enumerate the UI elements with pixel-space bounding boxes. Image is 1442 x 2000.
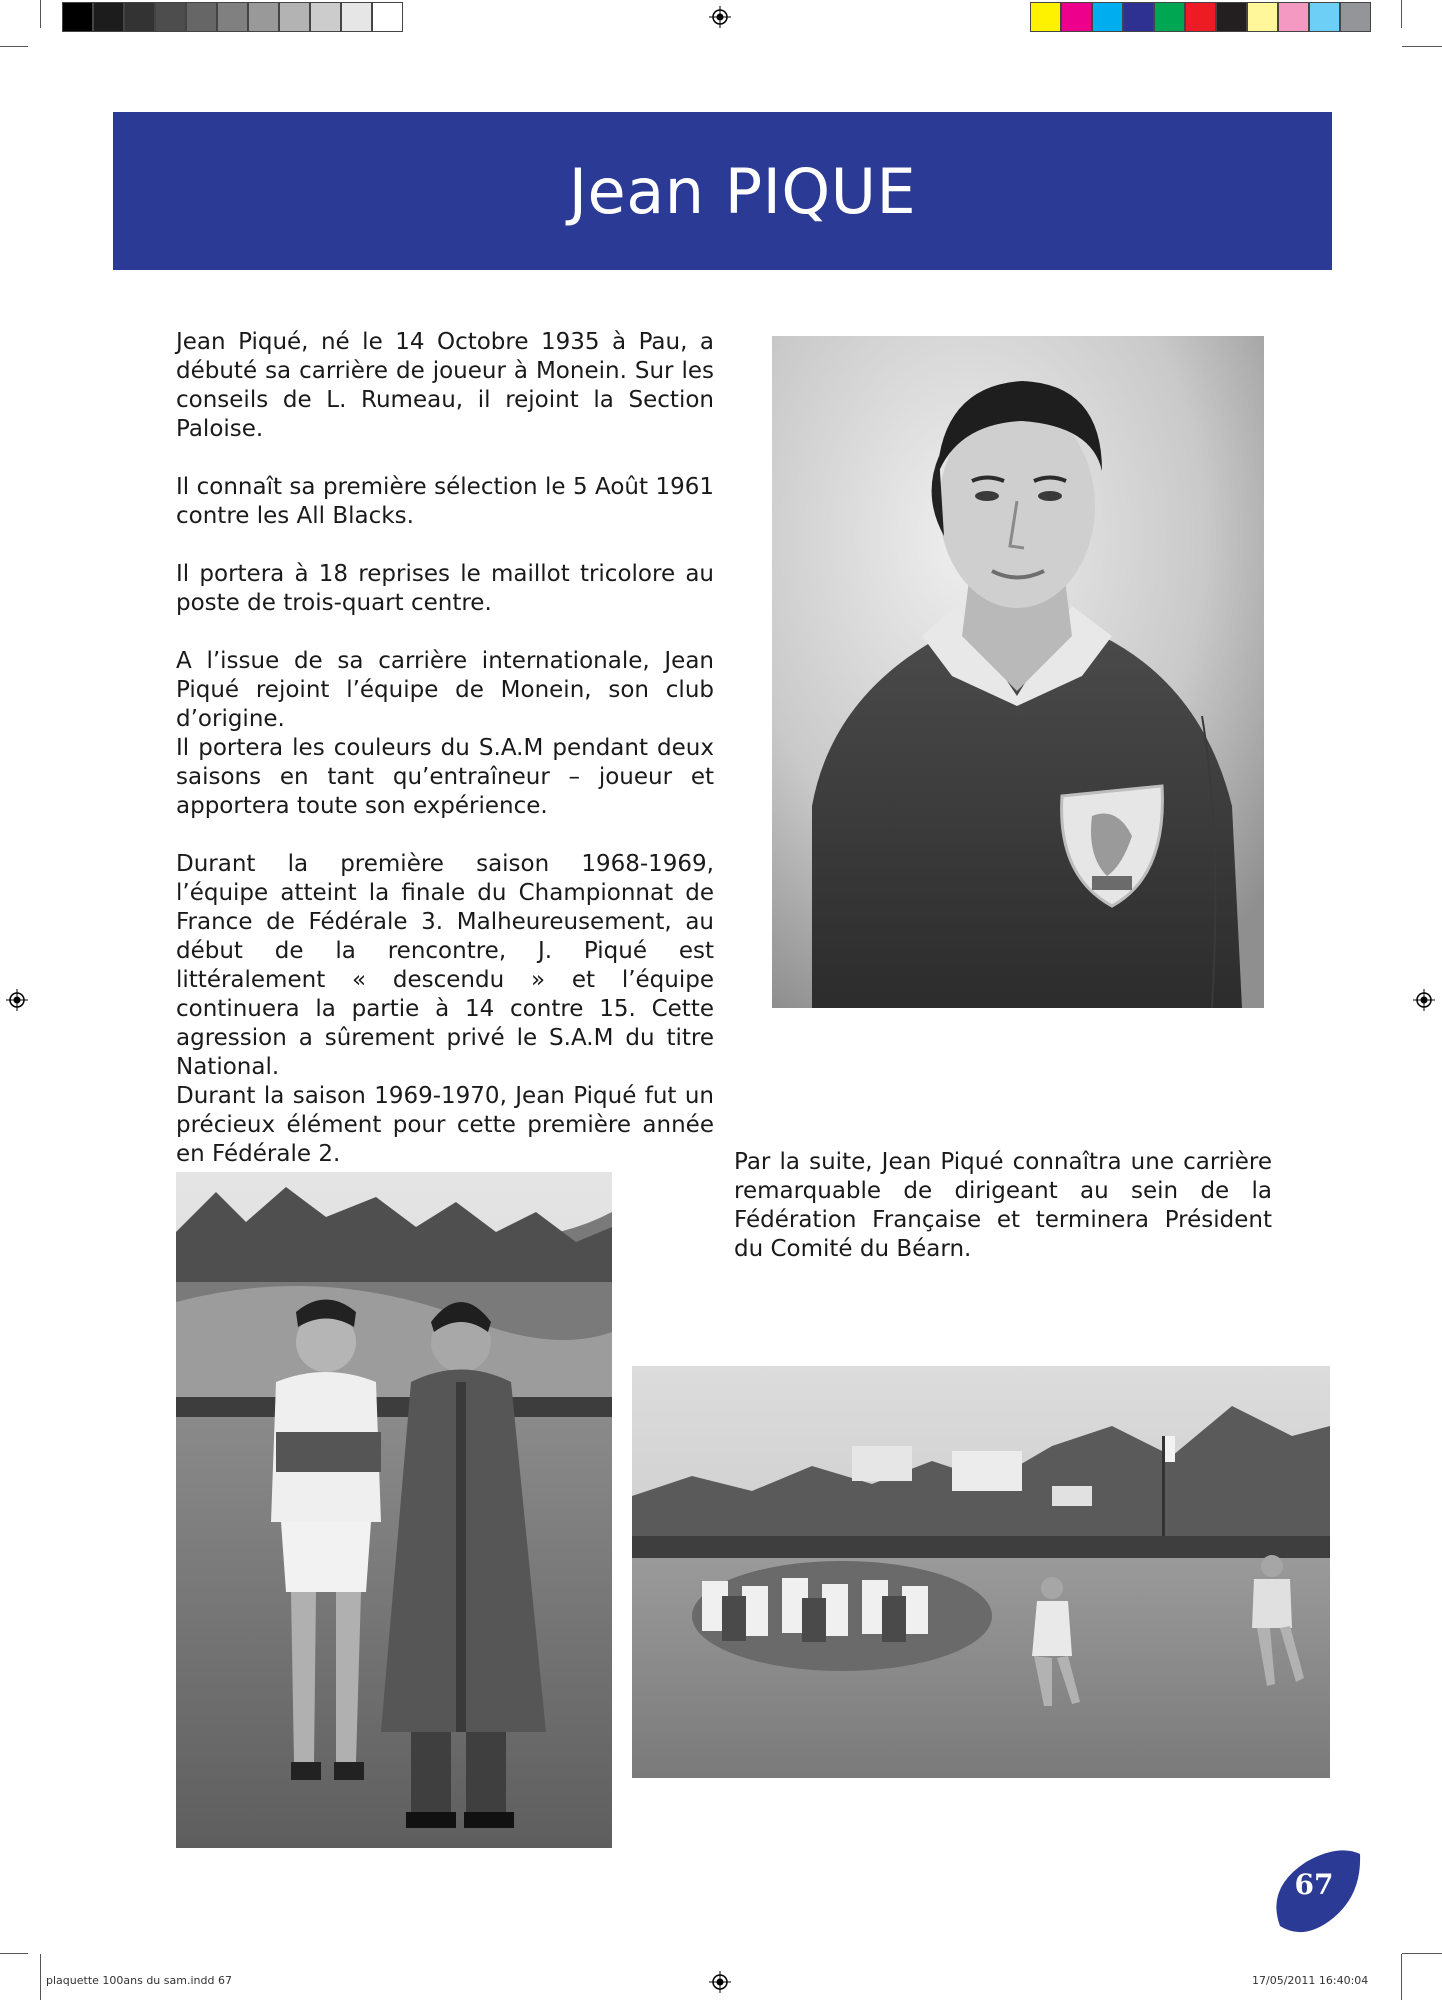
- crop-mark: [1402, 1953, 1442, 1954]
- color-swatch: [62, 2, 93, 32]
- grayscale-bar: [62, 2, 403, 32]
- paragraph: Il connaît sa première sélection le 5 Août 1961 contre les All Blacks.: [176, 474, 714, 529]
- color-swatch: [1216, 2, 1247, 32]
- registration-mark-icon: [709, 1971, 731, 1993]
- crop-mark: [0, 1953, 28, 1954]
- paragraph: Par la suite, Jean Piqué connaîtra une carrière remarquable de dirigeant au sein de la Fédération Française et terminera Président du Comité du Béarn.: [734, 1149, 1272, 1262]
- timestamp-slug: 17/05/2011 16:40:04: [1252, 1974, 1369, 1987]
- paragraph: Il portera les couleurs du S.A.M pendant deux saisons en tant qu’entraîneur – joueur et apportera toute son expérience.: [176, 735, 714, 819]
- crop-mark: [40, 0, 41, 28]
- color-swatch: [1123, 2, 1154, 32]
- color-swatch: [1340, 2, 1371, 32]
- page-number: 67: [1294, 1868, 1334, 1901]
- color-swatch: [1154, 2, 1185, 32]
- team-coach-photo: [176, 1172, 612, 1848]
- color-swatch: [310, 2, 341, 32]
- color-swatch: [155, 2, 186, 32]
- color-swatch: [217, 2, 248, 32]
- page-title: Jean PIQUE: [568, 154, 917, 228]
- color-swatch: [1061, 2, 1092, 32]
- registration-mark-icon: [6, 989, 28, 1011]
- crop-mark: [1402, 46, 1442, 47]
- color-swatch: [372, 2, 403, 32]
- color-swatch: [279, 2, 310, 32]
- color-swatch: [1092, 2, 1123, 32]
- paragraph: Il portera à 18 reprises le maillot tricolore au poste de trois-quart centre.: [176, 561, 714, 616]
- crop-mark: [1401, 0, 1402, 28]
- color-swatch: [1278, 2, 1309, 32]
- color-swatch: [93, 2, 124, 32]
- process-color-bar: [1030, 2, 1371, 32]
- color-swatch: [248, 2, 279, 32]
- paragraph: A l’issue de sa carrière internationale, Jean Piqué rejoint l’équipe de Monein, son club d’origine.: [176, 648, 714, 732]
- crop-mark: [40, 1954, 41, 2000]
- article-body: [176, 328, 714, 1169]
- color-swatch: [1309, 2, 1340, 32]
- paragraph: Durant la saison 1969-1970, Jean Piqué fut un précieux élément pour cette première année en Fédérale 2.: [176, 1083, 714, 1167]
- crop-mark: [1401, 1954, 1402, 2000]
- color-swatch: [1185, 2, 1216, 32]
- portrait-photo: [772, 336, 1264, 1008]
- crop-mark: [0, 46, 28, 47]
- color-swatch: [186, 2, 217, 32]
- registration-mark-icon: [1413, 989, 1435, 1011]
- color-swatch: [124, 2, 155, 32]
- match-photo: [632, 1366, 1330, 1778]
- file-slug: plaquette 100ans du sam.indd 67: [46, 1974, 232, 1987]
- color-swatch: [1247, 2, 1278, 32]
- color-swatch: [1030, 2, 1061, 32]
- title-band: [113, 112, 1332, 270]
- color-swatch: [341, 2, 372, 32]
- paragraph: Jean Piqué, né le 14 Octobre 1935 à Pau, a débuté sa carrière de joueur à Monein. Sur les conseils de L. Rumeau, il rejoint la Section Paloise.: [176, 329, 714, 442]
- registration-mark-icon: [709, 6, 731, 28]
- paragraph: Durant la première saison 1968-1969, l’équipe atteint la finale du Championnat de France de Fédérale 3. Malheureusement, au début de la rencontre, J. Piqué est littéralement « descendu » et l’équipe continuera la partie à 14 contre 15. Cette agression a sûrement privé le S.A.M du titre National.: [176, 851, 714, 1080]
